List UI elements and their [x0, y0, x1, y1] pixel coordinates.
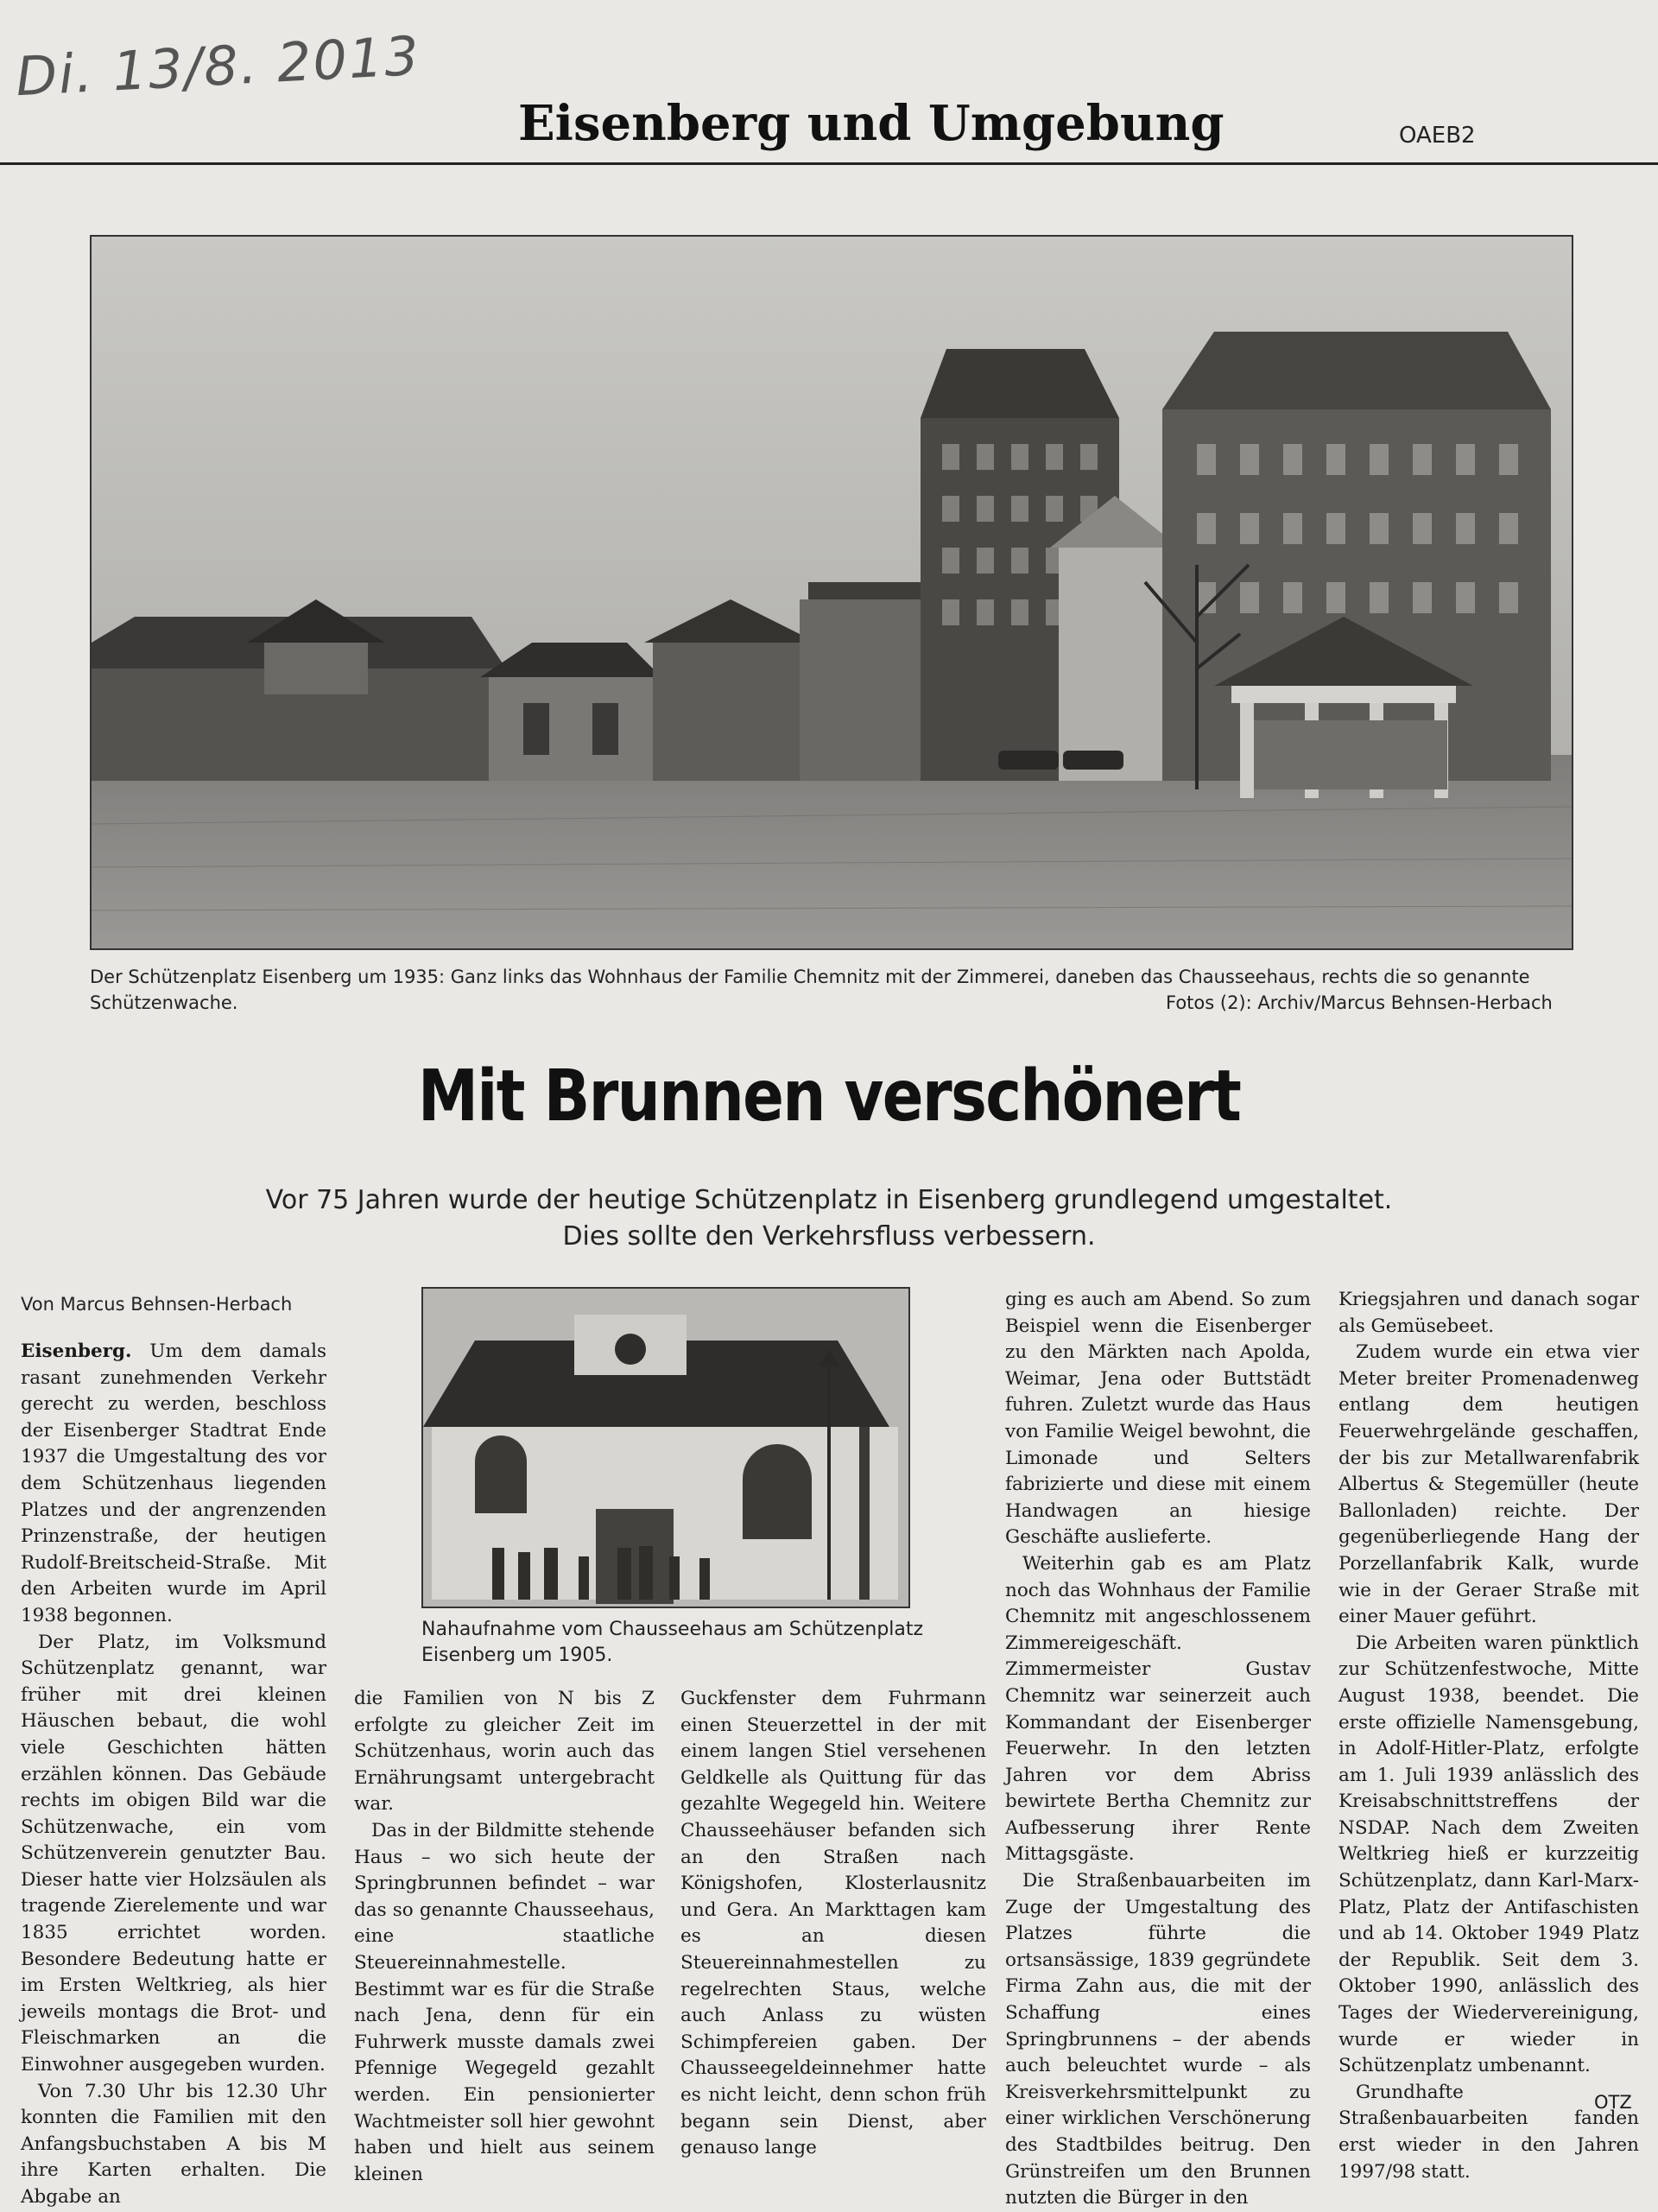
main-photo-caption-line1: Der Schützenplatz Eisenberg um 1935: Ganz links das Wohnhaus der Familie Chemnitz mit der Zimmerei, daneben das Chausseehaus, rechts die so genannte	[90, 967, 1530, 987]
article-column-1	[21, 1339, 326, 2211]
col5-paragraph-2: Zudem wurde ein etwa vier Meter breiter Promenadenweg entlang dem heutigen Feuerwehrgelände geschaffen, der bis zur Metallwarenfabrik Albertus & Stegemüller (heute Ballonladen) reichte. Der gegenüberliegende Hang der Porzellanfabrik Kalk, wurde wie in der Geraer Straße mit einer Mauer geführt.	[1338, 1341, 1639, 1628]
col4-paragraph-1: ging es auch am Abend. So zum Beispiel wenn die Eisenberger zu den Märkten nach Apolda, Weimar, Jena oder Buttstädt fuhren. Zuletzt wurde das Haus von Familie Weigel bewohnt, die Limonade und Selters fabrizierte und diese mit einem Handwagen an hiesige Geschäfte auslieferte.	[1005, 1289, 1311, 1549]
col4-paragraph-3: Die Straßenbauarbeiten im Zuge der Umgestaltung des Platzes führte die ortsansässige, 1839 gegründete Firma Zahn aus, die mit der Schaffung eines Springbrunnens – der abends auch beleuchtet wurde – als Kreisverkehrsmittelpunkt zu einer wirklichen Verschönerung des Stadtbildes beitrug. Den Grünstreifen um den Brunnen nutzten die Bürger in den	[1005, 1870, 1311, 2209]
chausseehaus-photo	[421, 1287, 910, 1608]
col3-paragraph-1: Guckfenster dem Fuhrmann einen Steuerzettel in der mit einem langen Stiel versehenen Geldkelle als Quittung für das gezahlte Wegegeld hin. Weitere Chausseehäuser befanden sich an den Straßen nach Königshofen, Klosterlausnitz und Gera. An Markttagen kam es an diesen Steuereinnahmestellen zu regelrechten Staus, welche auch Anlass zu wüsten Schimpfereien gaben. Der Chausseegeldeinnehmer hatte es nicht leicht, denn schon früh begann sein Dienst, aber genauso lange	[680, 1688, 986, 2159]
chausseehaus-caption-line2: Eisenberg um 1905.	[421, 1645, 613, 1666]
dateline: Eisenberg.	[21, 1341, 132, 1362]
article-column-2	[354, 1686, 655, 2188]
agency-signature: OTZ	[1594, 2092, 1632, 2113]
col5-paragraph-3: Die Arbeiten waren pünktlich zur Schützenfestwoche, Mitte August 1938, beendet. Die erste offizielle Namensgebung, in Adolf-Hitler-Platz, erfolgte am 1. Juli 1939 anlässlich des Kreisabschnittstreffens der NSDAP. Nach dem Zweiten Weltkrieg hieß er kurzzeitig Schützenplatz, dann Karl-Marx-Platz, Platz der Antifaschisten und ab 14. Oktober 1949 Platz der Republik. Seit dem 3. Oktober 1990, anlässlich des Tages der Wiedervereinigung, wurde er wieder in Schützenplatz umbenannt.	[1338, 1632, 1639, 2077]
col1-paragraph-2: Der Platz, im Volksmund Schützenplatz genannt, war früher mit drei kleinen Häuschen bebaut, die wohl viele Geschichten hätten erzählen können. Das Gebäude rechts im obigen Bild war die Schützenwache, ein vom Schützenverein genutzter Bau. Dieser hatte vier Holzsäulen als tragende Zierelemente und war 1835 errichtet worden. Besondere Bedeutung hatte er im Ersten Weltkrieg, als hier jeweils montags die Brot- und Fleischmarken an die Einwohner ausgegeben wurden.	[21, 1631, 326, 2076]
header-rule	[0, 162, 1658, 165]
headline: Mit Brunnen verschönert	[417, 1055, 1241, 1138]
col2-paragraph-2: Das in der Bildmitte stehende Haus – wo sich heute der Springbrunnen befindet – war das so genannte Chausseehaus, eine staatliche Steuereinnahmestelle. Bestimmt war es für die Straße nach Jena, denn für ein Fuhrwerk musste damals zwei Pfennige Wegegeld gezahlt werden. Ein pensionierter Wachtmeister soll hier gewohnt haben und hielt aus seinem kleinen	[354, 1819, 655, 2185]
section-title: Eisenberg und Umgebung	[518, 95, 1225, 152]
subheadline-line2: Dies sollte den Verkehrsfluss verbessern.	[562, 1221, 1096, 1252]
col4-paragraph-2: Weiterhin gab es am Platz noch das Wohnhaus der Familie Chemnitz mit angeschlossenem Zimmereigeschäft. Zimmermeister Gustav Chemnitz war seinerzeit auch Kommandant der Eisenberger Feuerwehr. In den letzten Jahren vor dem Abriss bewirtete Bertha Chemnitz zur Aufbesserung ihrer Rente Mittagsgäste.	[1005, 1552, 1311, 1866]
article-column-5	[1338, 1287, 1639, 2185]
article-column-3	[680, 1686, 986, 2162]
col5-paragraph-4: Grundhafte Straßenbauarbeiten fanden erst wieder in den Jahren 1997/98 statt.	[1338, 2081, 1639, 2183]
page-code: OAEB2	[1399, 123, 1476, 149]
byline: Von Marcus Behnsen-Herbach	[21, 1294, 293, 1315]
subheadline-line1: Vor 75 Jahren wurde der heutige Schützenplatz in Eisenberg grundlegend umgestaltet.	[265, 1185, 1393, 1215]
article-column-4	[1005, 1287, 1311, 2212]
col1-paragraph-3: Von 7.30 Uhr bis 12.30 Uhr konnten die Familien mit den Anfangsbuchstaben A bis M ihre Karten erhalten. Die Abgabe an	[21, 2080, 326, 2208]
photo-credit: Fotos (2): Archiv/Marcus Behnsen-Herbach	[1166, 992, 1553, 1013]
chausseehaus-caption-line1: Nahaufnahme vom Chausseehaus am Schützenplatz	[421, 1619, 924, 1640]
main-photo	[90, 235, 1573, 950]
col1-paragraph-1: Um dem damals rasant zunehmenden Verkehr gerecht zu werden, beschloss der Eisenberger Stadtrat Ende 1937 die Umgestaltung des vor dem Schützenhaus liegenden Platzes und der angrenzenden Prinzenstraße, der heutigen Rudolf-Breitscheid-Straße. Mit den Arbeiten wurde im April 1938 begonnen.	[21, 1341, 326, 1626]
main-photo-caption-line2: Schützenwache.	[90, 992, 238, 1013]
col5-paragraph-1: Kriegsjahren und danach sogar als Gemüsebeet.	[1338, 1289, 1639, 1337]
col2-paragraph-1: die Familien von N bis Z erfolgte zu gleicher Zeit im Schützenhaus, worin auch das Ernährungsamt untergebracht war.	[354, 1688, 655, 1816]
handwritten-date: Di. 13/8. 2013	[14, 23, 422, 109]
